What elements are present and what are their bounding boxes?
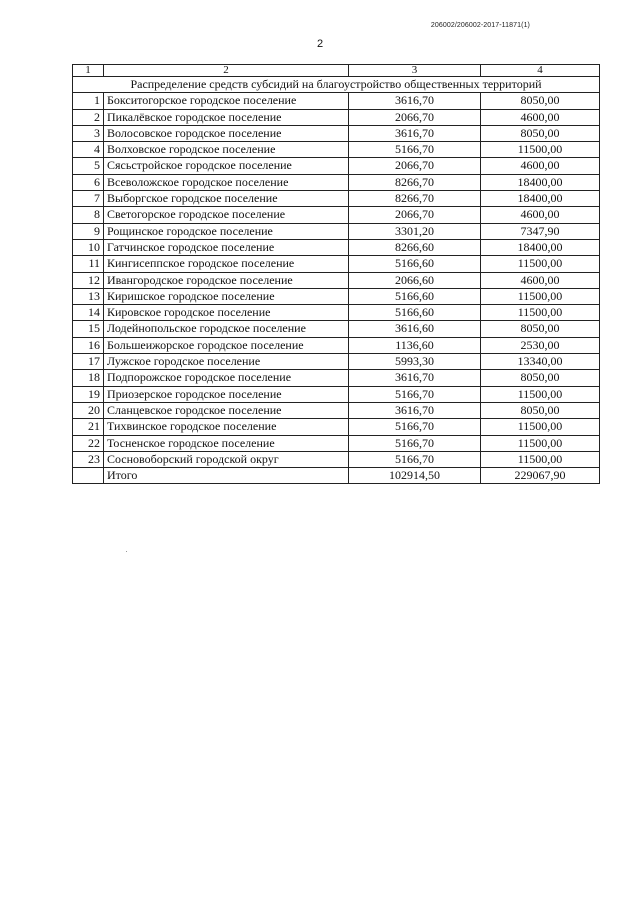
table-row xyxy=(73,288,600,304)
table-row xyxy=(73,239,600,255)
row-number: 3 xyxy=(73,125,104,141)
value-column-4: 11500,00 xyxy=(481,435,600,451)
table-row xyxy=(73,402,600,418)
value-column-3: 3616,70 xyxy=(349,93,481,109)
value-column-3: 8266,70 xyxy=(349,191,481,207)
row-number: 19 xyxy=(73,386,104,402)
table-row xyxy=(73,125,600,141)
value-column-4: 11500,00 xyxy=(481,305,600,321)
value-column-4: 229067,90 xyxy=(481,468,600,484)
settlement-name: Кингисеппское городское поселение xyxy=(104,256,349,272)
settlement-name: Ивангородское городское поселение xyxy=(104,272,349,288)
value-column-4: 7347,90 xyxy=(481,223,600,239)
table-row xyxy=(73,337,600,353)
row-number: 6 xyxy=(73,174,104,190)
value-column-3: 8266,70 xyxy=(349,174,481,190)
column-header-row xyxy=(73,65,600,77)
table-row xyxy=(73,93,600,109)
row-number: 14 xyxy=(73,305,104,321)
row-number: 20 xyxy=(73,402,104,418)
settlement-name: Пикалёвское городское поселение xyxy=(104,109,349,125)
table-row xyxy=(73,272,600,288)
document-id: 206002/206002-2017-11871(1) xyxy=(430,22,530,29)
value-column-4: 18400,00 xyxy=(481,174,600,190)
column-header-3: 3 xyxy=(349,65,481,77)
value-column-3: 5166,70 xyxy=(349,435,481,451)
value-column-4: 8050,00 xyxy=(481,321,600,337)
table-row xyxy=(73,419,600,435)
settlement-name: Всеволожское городское поселение xyxy=(104,174,349,190)
value-column-3: 3616,60 xyxy=(349,321,481,337)
column-header-2: 2 xyxy=(104,65,349,77)
value-column-3: 2066,60 xyxy=(349,272,481,288)
subsidy-table xyxy=(72,64,600,484)
value-column-4: 8050,00 xyxy=(481,370,600,386)
value-column-3: 3616,70 xyxy=(349,125,481,141)
table-row xyxy=(73,223,600,239)
row-number: 21 xyxy=(73,419,104,435)
value-column-4: 11500,00 xyxy=(481,451,600,467)
value-column-4: 13340,00 xyxy=(481,354,600,370)
value-column-4: 4600,00 xyxy=(481,272,600,288)
value-column-4: 8050,00 xyxy=(481,125,600,141)
settlement-name: Приозерское городское поселение xyxy=(104,386,349,402)
row-number: 1 xyxy=(73,93,104,109)
value-column-4: 11500,00 xyxy=(481,419,600,435)
table-row xyxy=(73,207,600,223)
row-number: 7 xyxy=(73,191,104,207)
value-column-4: 18400,00 xyxy=(481,239,600,255)
row-number: 22 xyxy=(73,435,104,451)
row-number: 13 xyxy=(73,288,104,304)
settlement-name: Большеижорское городское поселение xyxy=(104,337,349,353)
value-column-4: 2530,00 xyxy=(481,337,600,353)
value-column-3: 3616,70 xyxy=(349,402,481,418)
value-column-3: 102914,50 xyxy=(349,468,481,484)
value-column-4: 4600,00 xyxy=(481,207,600,223)
column-header-4: 4 xyxy=(481,65,600,77)
table-row xyxy=(73,305,600,321)
value-column-3: 5166,60 xyxy=(349,288,481,304)
value-column-3: 2066,70 xyxy=(349,158,481,174)
table-row xyxy=(73,142,600,158)
table-row xyxy=(73,370,600,386)
row-number: 9 xyxy=(73,223,104,239)
settlement-name: Сясьстройское городское поселение xyxy=(104,158,349,174)
row-number xyxy=(73,468,104,484)
table-caption: Распределение средств субсидий на благоустройство общественных территорий xyxy=(73,77,600,93)
table-row xyxy=(73,321,600,337)
settlement-name: Волховское городское поселение xyxy=(104,142,349,158)
table-row xyxy=(73,158,600,174)
settlement-name: Сосновоборский городской округ xyxy=(104,451,349,467)
value-column-3: 5166,60 xyxy=(349,305,481,321)
row-number: 11 xyxy=(73,256,104,272)
row-number: 23 xyxy=(73,451,104,467)
value-column-4: 18400,00 xyxy=(481,191,600,207)
settlement-name: Волосовское городское поселение xyxy=(104,125,349,141)
settlement-name: Выборгское городское поселение xyxy=(104,191,349,207)
settlement-name: Лодейнопольское городское поселение xyxy=(104,321,349,337)
total-row xyxy=(73,468,600,484)
row-number: 5 xyxy=(73,158,104,174)
settlement-name: Сланцевское городское поселение xyxy=(104,402,349,418)
row-number: 15 xyxy=(73,321,104,337)
settlement-name: Тосненское городское поселение xyxy=(104,435,349,451)
value-column-3: 8266,60 xyxy=(349,239,481,255)
row-number: 8 xyxy=(73,207,104,223)
row-number: 17 xyxy=(73,354,104,370)
row-number: 16 xyxy=(73,337,104,353)
row-number: 12 xyxy=(73,272,104,288)
row-number: 2 xyxy=(73,109,104,125)
value-column-3: 2066,70 xyxy=(349,207,481,223)
value-column-4: 8050,00 xyxy=(481,402,600,418)
settlement-name: Подпорожское городское поселение xyxy=(104,370,349,386)
table-row xyxy=(73,451,600,467)
scan-speck xyxy=(126,551,127,552)
value-column-3: 5166,70 xyxy=(349,419,481,435)
value-column-4: 4600,00 xyxy=(481,158,600,174)
value-column-4: 11500,00 xyxy=(481,386,600,402)
value-column-3: 3301,20 xyxy=(349,223,481,239)
table-row xyxy=(73,256,600,272)
settlement-name: Лужское городское поселение xyxy=(104,354,349,370)
value-column-3: 5993,30 xyxy=(349,354,481,370)
value-column-3: 5166,70 xyxy=(349,386,481,402)
table-row xyxy=(73,435,600,451)
table-row xyxy=(73,109,600,125)
settlement-name: Тихвинское городское поселение xyxy=(104,419,349,435)
row-number: 18 xyxy=(73,370,104,386)
settlement-name: Рощинское городское поселение xyxy=(104,223,349,239)
page-number: 2 xyxy=(316,38,324,50)
settlement-name: Светогорское городское поселение xyxy=(104,207,349,223)
value-column-3: 3616,70 xyxy=(349,370,481,386)
table-row xyxy=(73,174,600,190)
row-number: 4 xyxy=(73,142,104,158)
settlement-name: Итого xyxy=(104,468,349,484)
settlement-name: Кировское городское поселение xyxy=(104,305,349,321)
value-column-3: 2066,70 xyxy=(349,109,481,125)
table-row xyxy=(73,354,600,370)
table-caption-row xyxy=(73,77,600,93)
settlement-name: Бокситогорское городское поселение xyxy=(104,93,349,109)
value-column-4: 8050,00 xyxy=(481,93,600,109)
value-column-4: 11500,00 xyxy=(481,288,600,304)
value-column-4: 11500,00 xyxy=(481,142,600,158)
column-header-1: 1 xyxy=(73,65,104,77)
value-column-3: 5166,70 xyxy=(349,142,481,158)
value-column-3: 5166,70 xyxy=(349,451,481,467)
table-row xyxy=(73,191,600,207)
value-column-4: 4600,00 xyxy=(481,109,600,125)
settlement-name: Киришское городское поселение xyxy=(104,288,349,304)
value-column-3: 1136,60 xyxy=(349,337,481,353)
settlement-name: Гатчинское городское поселение xyxy=(104,239,349,255)
value-column-3: 5166,60 xyxy=(349,256,481,272)
row-number: 10 xyxy=(73,239,104,255)
value-column-4: 11500,00 xyxy=(481,256,600,272)
table-row xyxy=(73,386,600,402)
